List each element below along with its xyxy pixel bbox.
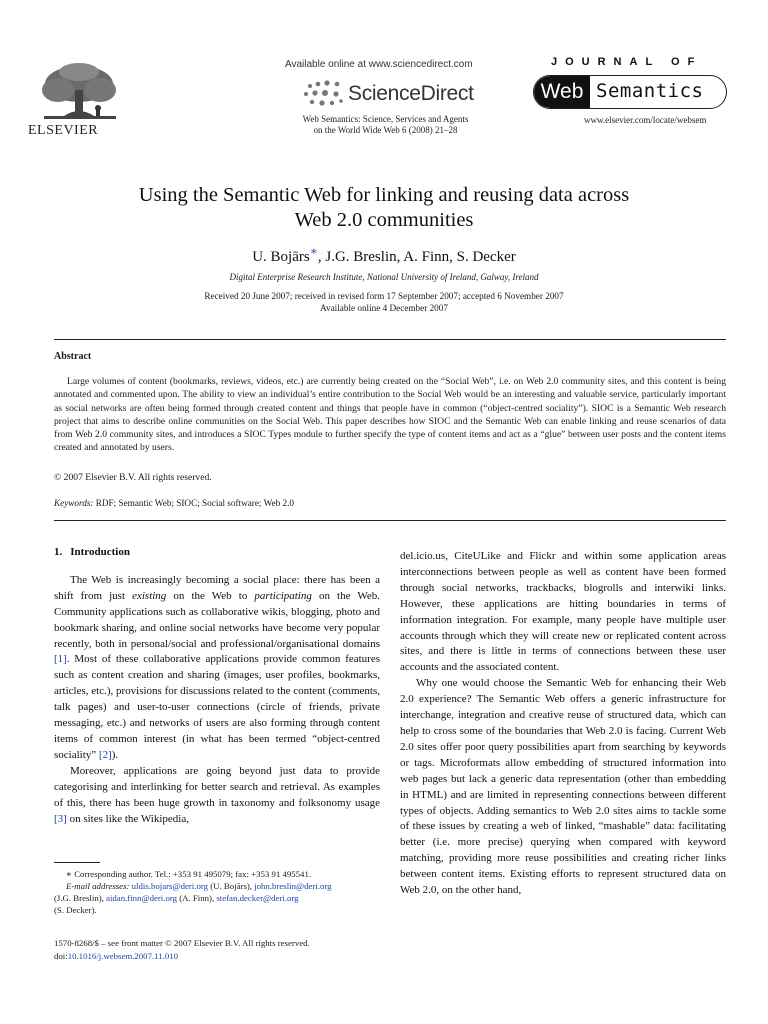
section-number: 1. (54, 546, 63, 558)
footnote (54, 868, 380, 916)
intro-paragraph-2 (54, 764, 380, 828)
section-heading (54, 545, 380, 561)
text-run: Moreover, applications are going beyond just data to provide categorising and interlinking for better search and retrieval. As examples of this, there has been huge growth in taxonomy and folksonomy usage (54, 764, 380, 809)
email-link[interactable]: aidan.finn@deri.org (106, 893, 178, 903)
web-semantics-logo (533, 75, 727, 109)
abstract-copyright: © 2007 Elsevier B.V. All rights reserved. (54, 472, 212, 483)
author-first: U. Bojārs (252, 249, 310, 265)
journal-url[interactable]: www.elsevier.com/locate/websem (584, 115, 707, 125)
right-column (400, 549, 726, 899)
footnote-mark: ∗ (66, 869, 72, 879)
journal-citation (283, 114, 488, 136)
affiliation: Digital Enterprise Research Institute, National University of Ireland, Galway, Ireland (229, 272, 539, 282)
received-line: Received 20 June 2007; received in revised form 17 September 2007; accepted 6 November 2007 (204, 291, 564, 301)
text-run: . Most of these collaborative applications provide common features such as content creation and sharing (images, user profiles, bookmarks, articles, etc.), provisions for discussions related to the content (comments, talk pages) and user-to-user connections (circle of friends, private messaging, etc.) and networks of users are also forming through content items of common interest (in what has been termed “object-centred sociality” (54, 653, 380, 761)
corresponding-author-note (54, 868, 380, 880)
journal-citation-line2: on the World Wide Web 6 (2008) 21–28 (313, 125, 458, 135)
citation-link[interactable]: [2] (98, 748, 112, 761)
keywords-label: Keywords: (54, 498, 94, 508)
journal-of-label: JOURNAL OF (551, 56, 703, 68)
semantics-logo-text: Semantics (596, 80, 704, 102)
corresponding-author-mark[interactable]: ∗ (309, 244, 318, 258)
author-list (60, 244, 708, 266)
email-addresses-end (54, 904, 380, 916)
citation-link[interactable]: [1] (54, 653, 67, 666)
abstract-paragraph: Large volumes of content (bookmarks, reviews, videos, etc.) are currently being created on the “Social Web”, i.e. on Web 2.0 community sites, and this content is being annotated and commented upon. The ability to view an individual’s entire contribution to the Social Web would be an interesting and valuable service, particularly important as social networks are often being formed through created content and things that people have in common (“object-centred sociality”). SIOC is a Semantic Web research project that aims to describe online communities on the Social Web. This paper describes how SIOC and the Semantic Web can enable linking and reuse scenarios of data from Web 2.0 community sites, and introduces a SIOC Types module to further specify the type of content items and act as a “glue” between user posts and the content items created and annotated by users. (54, 376, 726, 454)
left-column (54, 545, 380, 827)
doi-line (54, 950, 310, 963)
emphasis: participating (254, 589, 312, 602)
available-line: Available online 4 December 2007 (320, 303, 448, 313)
email-addresses (54, 880, 380, 892)
abstract-top-divider (54, 339, 726, 340)
section-title: Introduction (70, 546, 130, 558)
right-paragraph-2: Why one would choose the Semantic Web for enhancing their Web 2.0 experience? The Semantic Web offers a generic infrastructure for interchange, integration and creative reuse of structured data, which can help to cross some of the boundaries that Web 2.0 is facing. Current Web 2.0 sites offer poor query possibilities apart from searching by keywords or tags. Microformats allow embedding of structured information into web pages but lack a generic data representation (other than embedding in HTML) and are limited in representing connections between different types of objects. Adding semantics to Web 2.0 sites aims to tackle some of these issues by creating a web of linked, “mashable” data: facilitating better (i.e. more precise) querying when compared with keyword matching, providing more reuse possibilities and creating richer links between content items. Existing efforts to represent structured data on Web 2.0, on the other hand, (400, 677, 726, 897)
received-dates (60, 290, 708, 314)
title-line1: Using the Semantic Web for linking and reusing data across (138, 184, 630, 206)
abstract-bottom-divider (54, 520, 726, 521)
email-owner: (U. Bojārs), (208, 881, 255, 891)
text-run: ). (111, 748, 119, 761)
text-run: on the Web. Community applications such as collaborative wikis, blogging, photo and bookmark sharing, and online social networks have become very popular recently, both in personal/social and professional/organisational domains (54, 589, 380, 650)
text-run: The Web is increasingly becoming a social place: there has been a shift from just (54, 573, 380, 602)
keywords-list: RDF; Semantic Web; SIOC; Social software; Web 2.0 (95, 498, 295, 508)
intro-paragraph-1 (54, 573, 380, 764)
emphasis: existing (132, 589, 167, 602)
web-logo-text: Web (534, 76, 590, 108)
email-owner: (J.G. Breslin), (54, 893, 107, 903)
journal-citation-line1: Web Semantics: Science, Services and Agents (302, 114, 469, 124)
issn-line: 1570-8268/$ – see front matter © 2007 Elsevier B.V. All rights reserved. (54, 938, 310, 948)
citation-link[interactable]: [3] (54, 812, 67, 825)
authors-rest: , J.G. Breslin, A. Finn, S. Decker (317, 249, 516, 265)
paper-title (60, 183, 708, 233)
issn-doi-block (54, 937, 310, 963)
publisher-name: ELSEVIER (28, 123, 99, 138)
abstract-body (54, 375, 726, 455)
text-run: on sites like the Wikipedia, (66, 812, 189, 825)
available-online-text: Available online at www.sciencedirect.com (285, 59, 473, 70)
footnote-divider (54, 862, 100, 863)
keywords-line (54, 498, 294, 508)
footnote-text: Corresponding author. Tel.: +353 91 495079; fax: +353 91 495541. (74, 869, 312, 879)
email-owner: (S. Decker). (54, 905, 97, 915)
title-line2: Web 2.0 communities (294, 209, 474, 231)
email-link[interactable]: stefan.decker@deri.org (216, 893, 299, 903)
email-label: E-mail addresses: (66, 881, 130, 891)
doi-label: doi: (54, 951, 68, 961)
doi-link[interactable]: 10.1016/j.websem.2007.11.010 (67, 951, 179, 961)
sciencedirect-wordmark: ScienceDirect (348, 82, 474, 105)
right-paragraph-1: del.icio.us, CiteULike and Flickr and within some application areas interconnections between people as well as content have been formed through social networks, trackbacks, blogrolls and interwiki links. However, these applications are hitting boundaries in terms of information integration. For example, many people have multiple user accounts through which they will create new or replicated content across sites, and there is little in terms of connections between these user accounts and the associated content. (400, 550, 726, 674)
text-run: on the Web to (166, 589, 255, 602)
email-addresses-cont (54, 892, 380, 904)
email-owner: (A. Finn), (177, 893, 217, 903)
abstract-heading: Abstract (54, 351, 92, 362)
email-link[interactable]: uldis.bojars@deri.org (131, 881, 209, 891)
email-link[interactable]: john.breslin@deri.org (254, 881, 332, 891)
